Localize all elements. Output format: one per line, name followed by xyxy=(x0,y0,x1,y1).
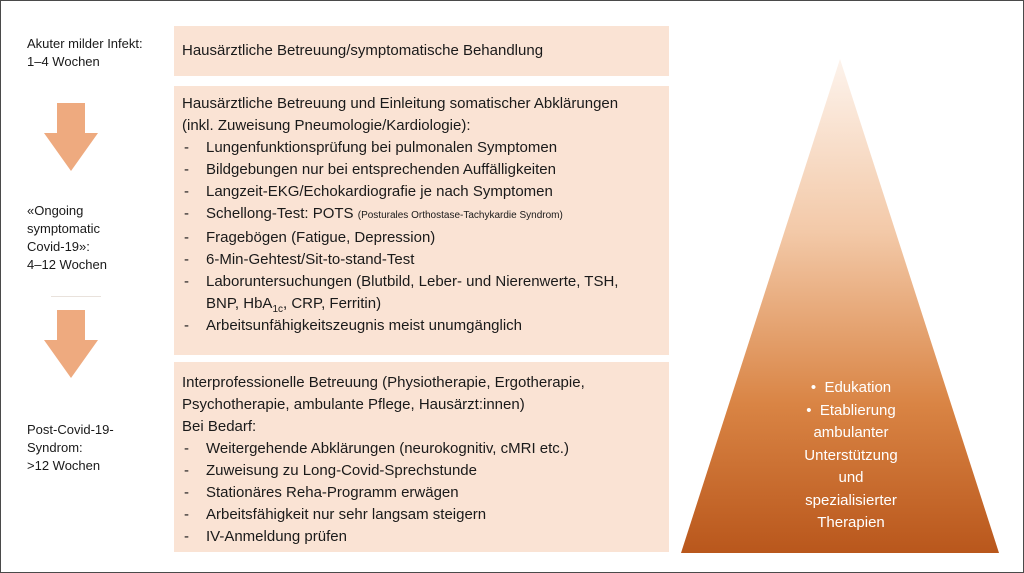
list-item: - Stationäres Reha-Programm erwägen xyxy=(182,482,661,504)
pyramid-item-edukation: • Edukation xyxy=(810,379,892,396)
list-item: - Arbeitsunfähigkeitszeugnis meist unumgänglich xyxy=(182,315,661,337)
list-item: - Bildgebungen nur bei entsprechenden Auffälligkeiten xyxy=(182,159,661,181)
list-item-continuation: BNP, HbA$_{1c}$, CRP, Ferritin) xyxy=(206,295,382,315)
care-box-post-covid-intro-1: Interprofessionelle Betreuung (Physiotherapie, Ergotherapie, xyxy=(182,374,585,391)
care-box-post-covid-bedarf: Bei Bedarf: xyxy=(182,418,257,435)
care-box-ongoing-intro-1: Hausärztliche Betreuung und Einleitung somatischer Abklärungen xyxy=(182,95,619,112)
down-arrow-icon xyxy=(44,103,98,171)
list-item: - Langzeit-EKG/Echokardiografie je nach Symptomen xyxy=(182,181,661,203)
pyramid-item-etablierung-cont: Therapien xyxy=(817,514,885,531)
care-box-acute xyxy=(174,26,669,76)
pyramid-item-etablierung: • Etablierung xyxy=(806,401,896,419)
care-box-ongoing-list xyxy=(182,137,661,337)
list-item: - Lungenfunktionsprüfung bei pulmonalen Symptomen xyxy=(182,137,661,159)
list-item: - Zuweisung zu Long-Covid-Sprechstunde xyxy=(182,460,661,482)
list-item: - Arbeitsfähigkeit nur sehr langsam steigern xyxy=(182,504,661,526)
care-box-post-covid-list xyxy=(182,438,661,548)
list-item: - Weitergehende Abklärungen (neurokognitiv, cMRI etc.) xyxy=(182,438,661,460)
list-item: - Schellong-Test: POTS (Posturales Orthostase-Tachykardie Syndrom) xyxy=(182,203,661,227)
pots-note: (Posturales Orthostase-Tachykardie Syndrom) xyxy=(357,210,563,221)
pyramid-item-etablierung-cont: ambulanter xyxy=(813,424,889,441)
pyramid-item-etablierung-cont: spezialisierter xyxy=(805,491,897,509)
phase-label-acute: Akuter milder Infekt: 1–4 Wochen xyxy=(27,36,143,69)
pyramid-text xyxy=(761,377,941,535)
list-item: - 6-Min-Gehtest/Sit-to-stand-Test xyxy=(182,249,661,271)
phase-label-ongoing: «Ongoing symptomatic Covid-19»: 4–12 Wochen xyxy=(27,203,107,272)
care-box-acute-text: Hausärztliche Betreuung/symptomatische Behandlung xyxy=(182,42,544,59)
pyramid-item-etablierung-cont: und xyxy=(838,469,864,486)
care-box-ongoing-intro-2: (inkl. Zuweisung Pneumologie/Kardiologie): xyxy=(182,117,471,134)
phase-separator xyxy=(51,296,101,297)
list-item: - IV-Anmeldung prüfen xyxy=(182,526,661,548)
care-box-post-covid xyxy=(174,362,669,552)
phase-label-post-covid: Post-Covid-19- Syndrom: >12 Wochen xyxy=(27,422,114,473)
list-item: - Fragebögen (Fatigue, Depression) xyxy=(182,227,661,249)
pyramid-item-etablierung-cont: Unterstützung xyxy=(804,446,898,464)
down-arrow-icon xyxy=(44,310,98,378)
list-item: - Laboruntersuchungen (Blutbild, Leber- und Nierenwerte, TSH, xyxy=(182,271,661,293)
care-box-post-covid-intro-2: Psychotherapie, ambulante Pflege, Hausärzt:innen) xyxy=(182,396,525,413)
care-box-ongoing xyxy=(174,86,669,355)
